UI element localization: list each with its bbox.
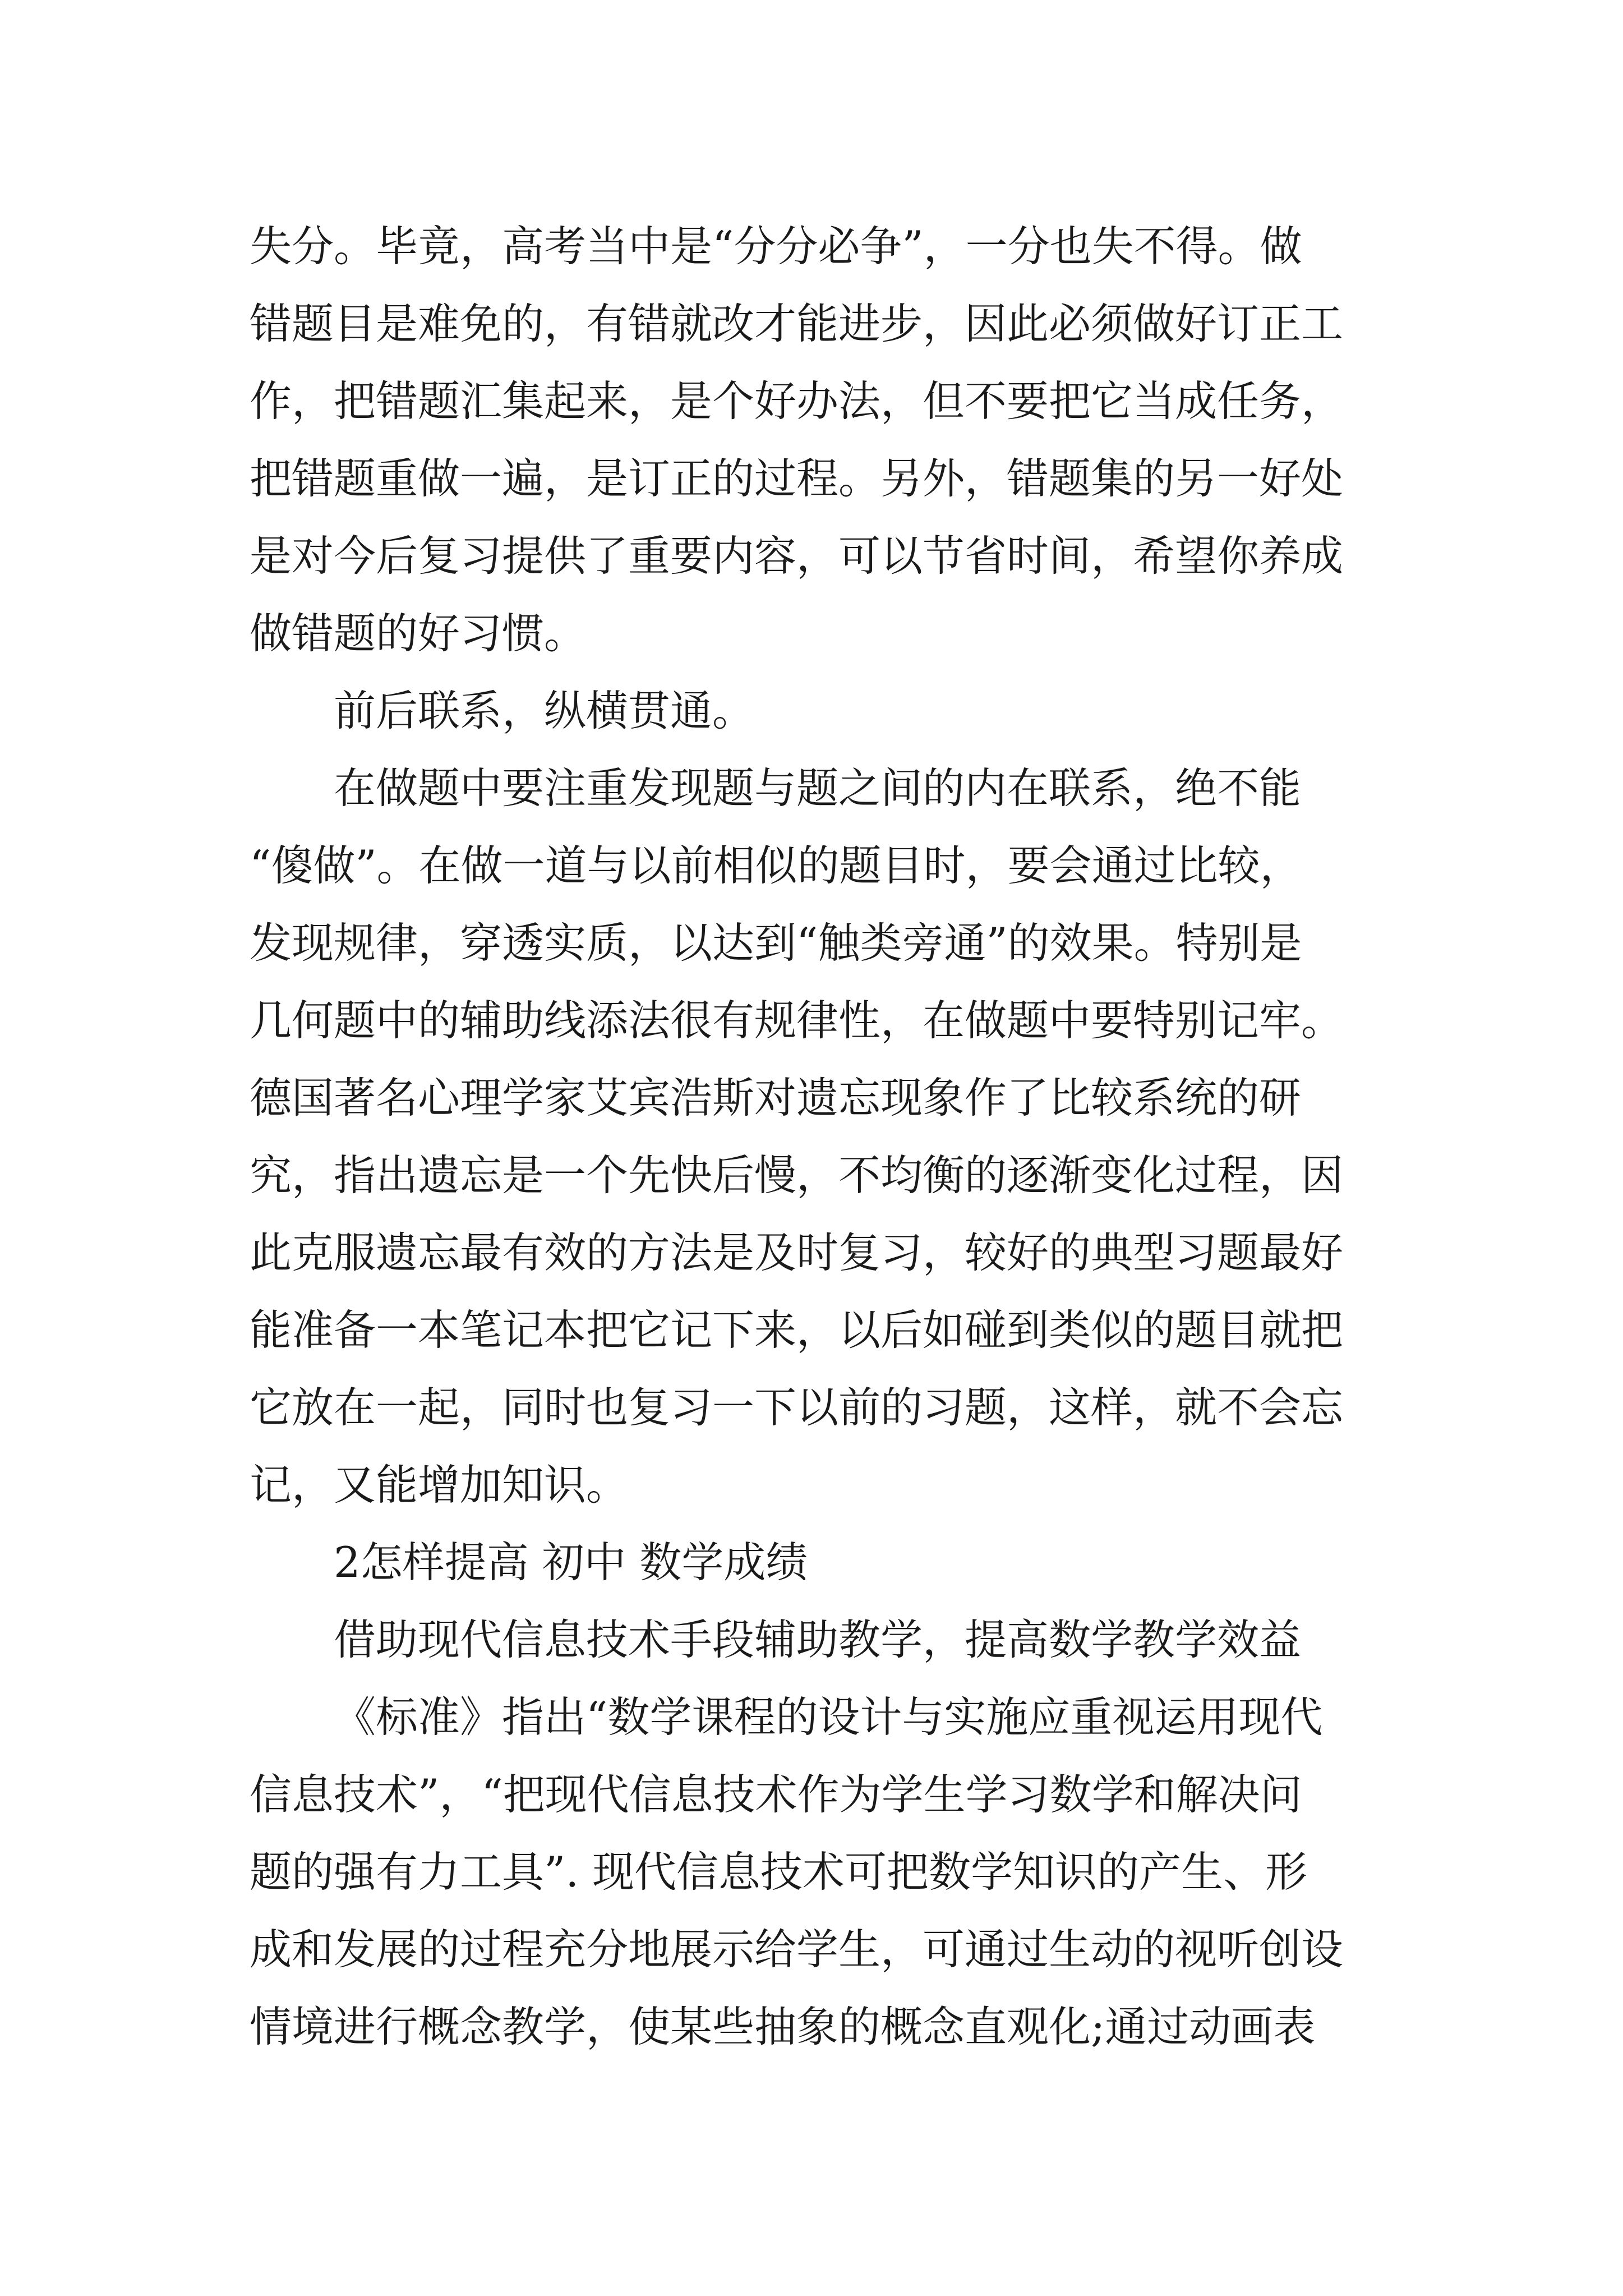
- paragraph-line: 德国著名心理学家艾宾浩斯对遗忘现象作了比较系统的研: [250, 1073, 1302, 1122]
- paragraph-line: “傻做”。在做一道与以前相似的题目时，要会通过比较，: [250, 841, 1302, 890]
- paragraph-line: 作，把错题汇集起来，是个好办法，但不要把它当成任务，: [250, 376, 1344, 426]
- paragraph-line: 做错题的好习惯。: [250, 609, 587, 658]
- paragraph-line: 情境进行概念教学，使某些抽象的概念直观化;通过动画表: [250, 2002, 1316, 2051]
- section-heading: 前后联系，纵横贯通。: [334, 686, 755, 735]
- paragraph-line: 记，又能增加知识。: [250, 1460, 629, 1510]
- paragraph-line: 此克服遗忘最有效的方法是及时复习，较好的典型习题最好: [250, 1228, 1344, 1277]
- paragraph-line: 题的强有力工具”. 现代信息技术可把数学知识的产生、形: [250, 1847, 1308, 1897]
- paragraph-line: 能准备一本笔记本把它记下来，以后如碰到类似的题目就把: [250, 1305, 1344, 1355]
- paragraph-line: 信息技术”，“把现代信息技术作为学生学习数学和解决问: [250, 1770, 1302, 1819]
- paragraph-line: 《标准》指出“数学课程的设计与实施应重视运用现代: [334, 1692, 1323, 1742]
- paragraph-line: 是对今后复习提供了重要内容，可以节省时间，希望你养成: [250, 531, 1344, 581]
- paragraph-line: 把错题重做一遍，是订正的过程。另外，错题集的另一好处: [250, 454, 1344, 503]
- document-page: [250, 208, 1388, 2065]
- paragraph-line: 究，指出遗忘是一个先快后慢，不均衡的逐渐变化过程，因: [250, 1151, 1344, 1200]
- paragraph-line: 在做题中要注重发现题与题之间的内在联系，绝不能: [334, 763, 1302, 813]
- paragraph-line: 错题目是难免的，有错就改才能进步，因此必须做好订正工: [250, 299, 1344, 348]
- paragraph-line: 它放在一起，同时也复习一下以前的习题，这样，就不会忘: [250, 1383, 1344, 1432]
- section-heading: 借助现代信息技术手段辅助教学，提高数学教学效益: [334, 1615, 1302, 1664]
- section-heading: 2怎样提高 初中 数学成绩: [334, 1538, 808, 1587]
- paragraph-line: 发现规律，穿透实质，以达到“触类旁通”的效果。特别是: [250, 918, 1302, 968]
- paragraph-line: 几何题中的辅助线添法很有规律性，在做题中要特别记牢。: [250, 996, 1344, 1045]
- paragraph-line: 成和发展的过程充分地展示给学生，可通过生动的视听创设: [250, 1925, 1344, 1974]
- paragraph-line: 失分。毕竟，高考当中是“分分必争”，一分也失不得。做: [250, 222, 1302, 271]
